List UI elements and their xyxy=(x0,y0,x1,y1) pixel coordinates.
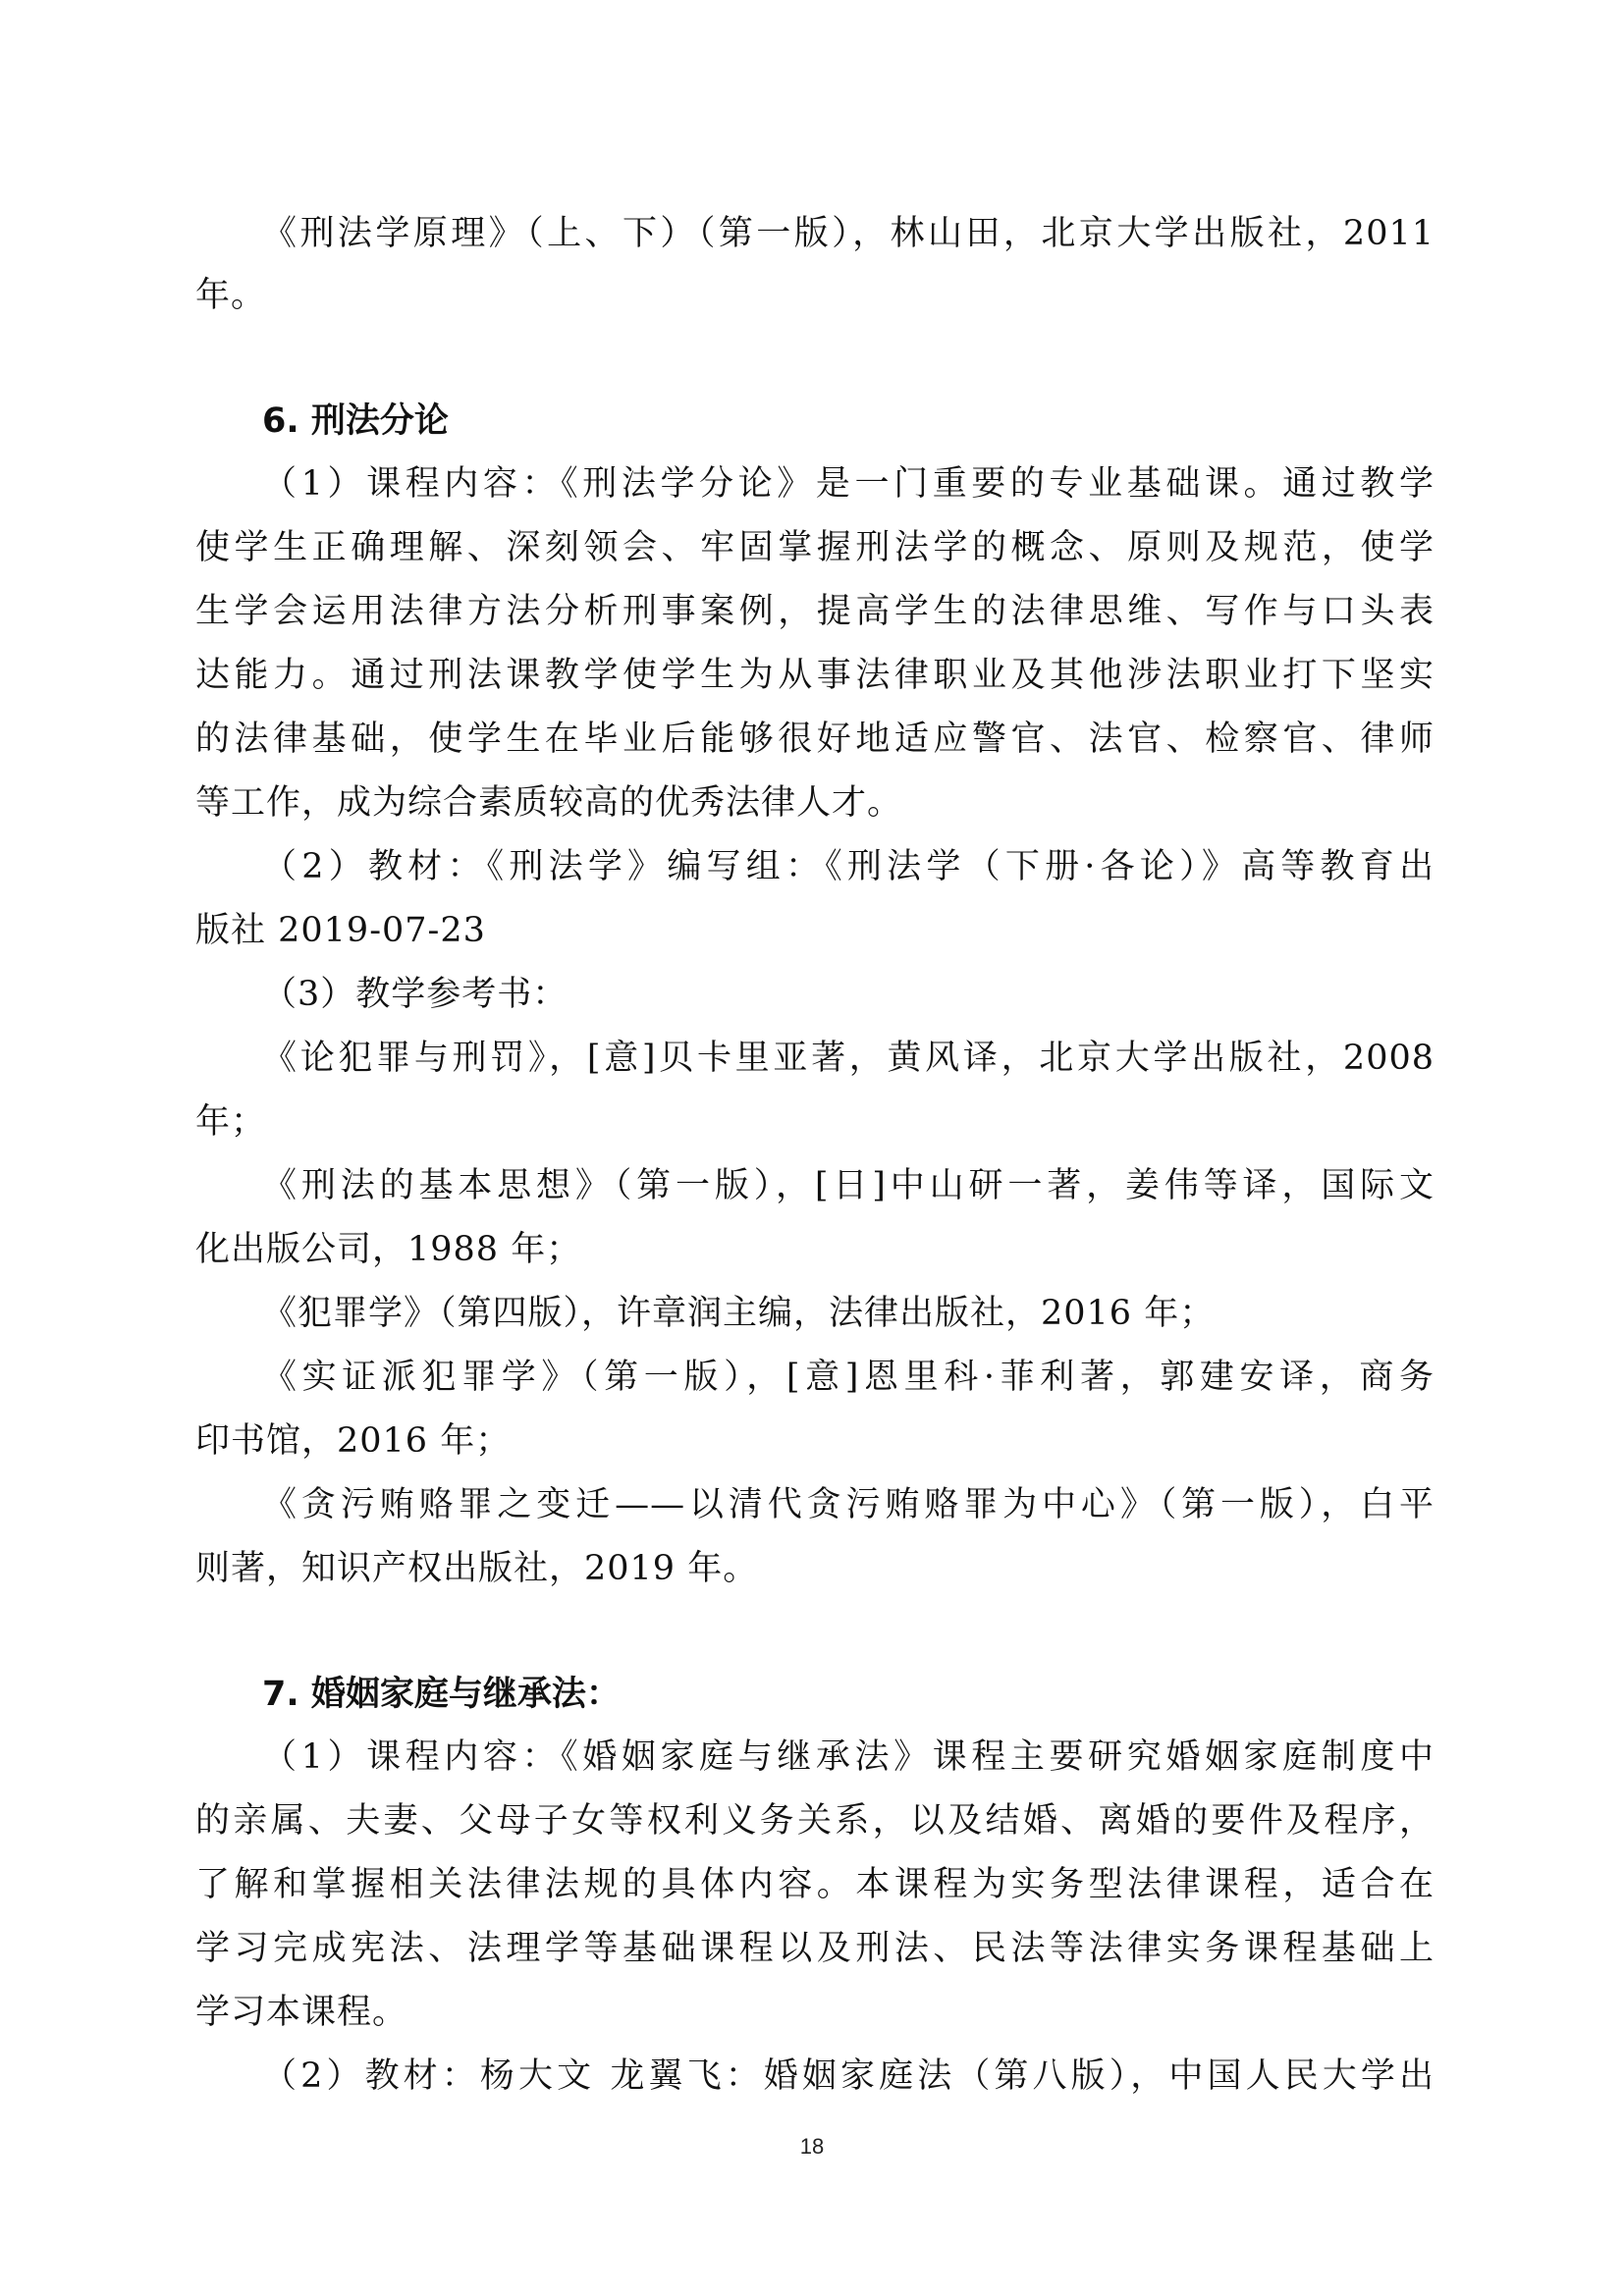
reference-line: 年； xyxy=(195,1102,267,1142)
section-heading-marriage-family-inheritance: 7. 婚姻家庭与继承法： xyxy=(262,1675,621,1714)
paragraph-line: 使学生正确理解、深刻领会、牢固掌握刑法学的概念、原则及规范，使学 xyxy=(195,528,1435,567)
paragraph-line: 生学会运用法律方法分析刑事案例，提高学生的法律思维、写作与口头表 xyxy=(195,592,1435,631)
page-number: 18 xyxy=(799,2134,825,2159)
reference-line: 《实证派犯罪学》（第一版），[意]恩里科·菲利著，郭建安译，商务 xyxy=(262,1358,1435,1397)
paragraph-line: 了解和掌握相关法律法规的具体内容。本课程为实务型法律课程，适合在 xyxy=(195,1865,1435,1904)
reference-line: 则著，知识产权出版社，2019 年。 xyxy=(195,1549,759,1588)
paragraph-line: 达能力。通过刑法课教学使学生为从事法律职业及其他涉法职业打下坚实 xyxy=(195,656,1435,695)
reference-line: 《犯罪学》（第四版），许章润主编，法律出版社，2016 年； xyxy=(262,1294,1216,1333)
reference-line: 化出版公司，1988 年； xyxy=(195,1230,582,1269)
reference-line: 《论犯罪与刑罚》，[意]贝卡里亚著，黄风译，北京大学出版社，2008 xyxy=(262,1039,1435,1078)
textbook-line: 版社 2019-07-23 xyxy=(195,911,486,950)
reference-line: 《刑法的基本思想》（第一版），[日]中山研一著，姜伟等译，国际文 xyxy=(262,1166,1435,1205)
textbook-line: （2）教材：杨大文 龙翼飞：婚姻家庭法（第八版），中国人民大学出 xyxy=(262,2056,1435,2096)
reference-line: 印书馆，2016 年； xyxy=(195,1421,512,1461)
paragraph-line: （1）课程内容：《婚姻家庭与继承法》课程主要研究婚姻家庭制度中 xyxy=(262,1737,1435,1777)
reference-line: 年。 xyxy=(195,276,267,315)
reference-line: 《贪污贿赂罪之变迁——以清代贪污贿赂罪为中心》（第一版），白平 xyxy=(262,1485,1435,1524)
references-title: （3）教学参考书： xyxy=(262,975,568,1014)
paragraph-line: 学习本课程。 xyxy=(195,1993,408,2032)
paragraph-line: 的法律基础，使学生在毕业后能够很好地适应警官、法官、检察官、律师 xyxy=(195,720,1435,759)
paragraph-line: 学习完成宪法、法理学等基础课程以及刑法、民法等法律实务课程基础上 xyxy=(195,1929,1435,1968)
paragraph-line: （1）课程内容：《刑法学分论》是一门重要的专业基础课。通过教学 xyxy=(262,464,1435,504)
textbook-line: （2）教材：《刑法学》编写组：《刑法学（下册·各论）》高等教育出 xyxy=(262,847,1435,886)
reference-line: 《刑法学原理》（上、下）（第一版），林山田，北京大学出版社，2011 xyxy=(262,214,1435,253)
paragraph-line: 的亲属、夫妻、父母子女等权利义务关系，以及结婚、离婚的要件及程序， xyxy=(195,1801,1435,1841)
section-heading-criminal-law-specifics: 6. 刑法分论 xyxy=(262,401,449,441)
paragraph-line: 等工作，成为综合素质较高的优秀法律人才。 xyxy=(195,783,903,823)
